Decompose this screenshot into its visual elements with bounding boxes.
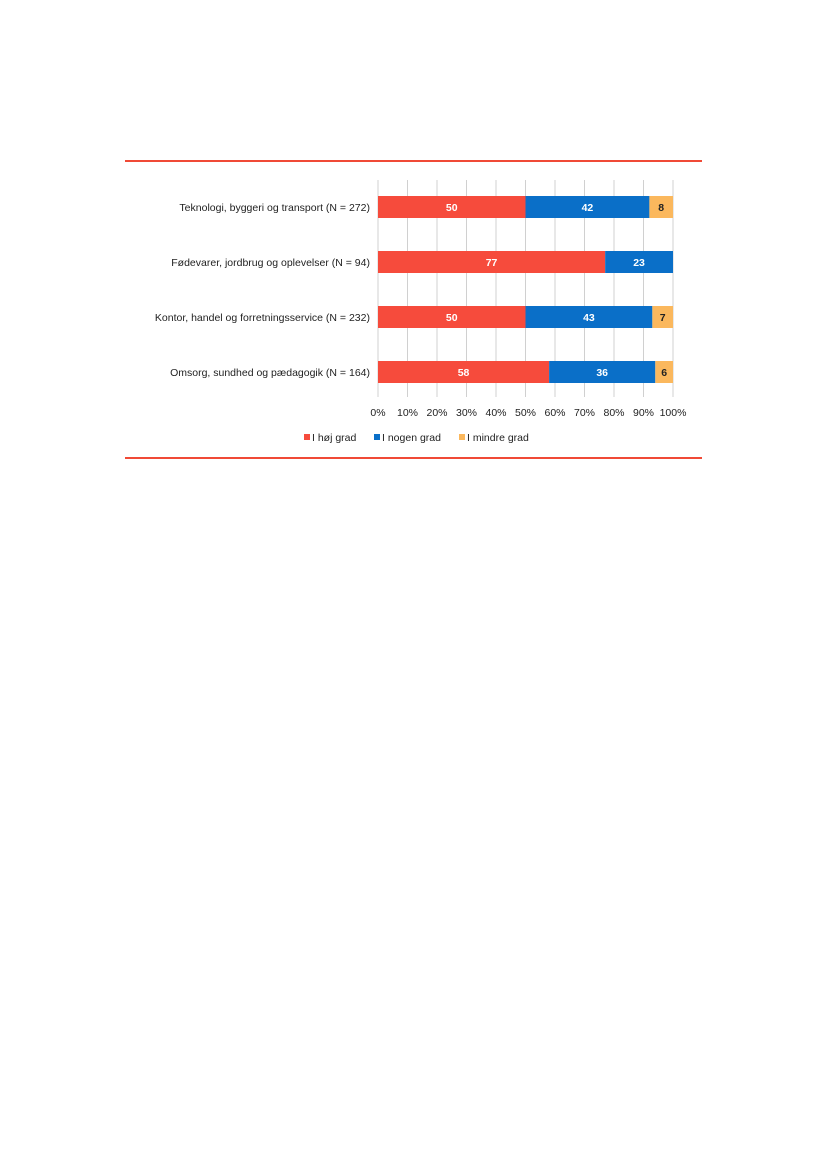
x-tick-label: 0% (370, 407, 386, 419)
x-tick-label: 50% (514, 407, 537, 419)
data-label: 42 (581, 202, 594, 214)
data-label: 8 (658, 202, 665, 214)
category-label: Teknologi, byggeri og transport (N = 272) (179, 202, 370, 214)
x-tick-label: 100% (659, 407, 687, 419)
x-tick-label: 80% (603, 407, 625, 419)
x-tick-label: 70% (573, 407, 596, 419)
bottom-divider-line (125, 457, 702, 459)
legend-swatch (459, 434, 465, 440)
legend-label: I høj grad (312, 432, 357, 444)
x-tick-label: 20% (426, 407, 448, 419)
legend-label: I nogen grad (382, 432, 441, 444)
data-label: 50 (445, 202, 458, 214)
data-label: 23 (633, 257, 645, 269)
data-label: 7 (659, 312, 666, 324)
legend-label: I mindre grad (467, 432, 529, 444)
x-axis-tick-labels (370, 407, 686, 419)
data-label: 6 (661, 367, 668, 379)
data-label: 36 (596, 367, 609, 379)
legend-item (374, 432, 441, 444)
x-tick-label: 90% (632, 407, 655, 419)
legend-swatch (374, 434, 380, 440)
x-tick-label: 30% (455, 407, 478, 419)
x-tick-label: 60% (544, 407, 566, 419)
data-label: 58 (457, 367, 470, 379)
x-tick-label: 40% (485, 407, 507, 419)
legend-item (459, 432, 529, 444)
legend-item (304, 432, 357, 444)
category-label: Fødevarer, jordbrug og oplevelser (N = 94) (171, 257, 370, 269)
legend (304, 432, 529, 444)
category-label: Omsorg, sundhed og pædagogik (N = 164) (170, 367, 370, 379)
legend-swatch (304, 434, 310, 440)
category-labels (155, 202, 370, 379)
x-tick-label: 10% (396, 407, 419, 419)
stacked-bar-chart (0, 0, 827, 470)
category-label: Kontor, handel og forretningsservice (N = 232) (154, 312, 370, 324)
data-label: 43 (583, 312, 595, 324)
data-label: 50 (445, 312, 458, 324)
data-label: 77 (485, 257, 498, 269)
